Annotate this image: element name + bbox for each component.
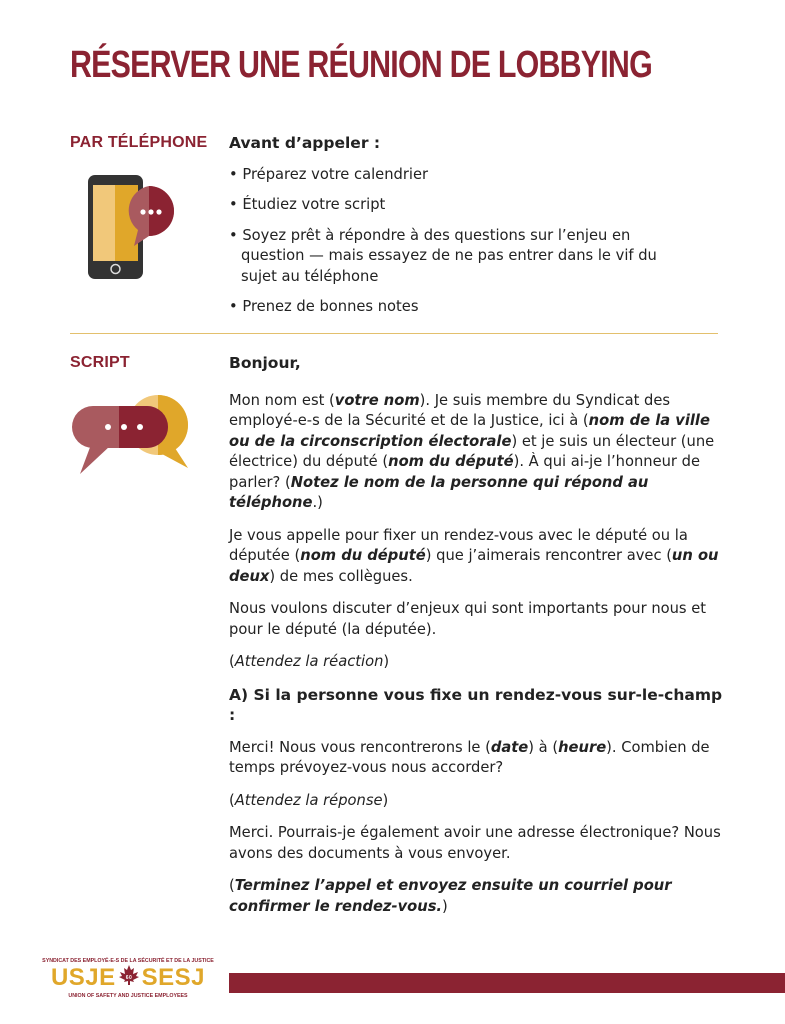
placeholder-text: votre nom <box>334 391 420 409</box>
placeholder-text: Attendez la réaction <box>234 653 384 670</box>
text: Je vous appelle pour fixer un rendez-vous avec le député ou la députée ( <box>229 526 688 564</box>
script-paragraph-confirm <box>229 738 729 779</box>
union-logo <box>42 958 214 999</box>
text: ) que j’aimerais rencontrer avec ( <box>425 547 672 564</box>
text: ( <box>229 877 235 894</box>
text: ) et je suis un électeur (une électrice) du député ( <box>229 432 715 470</box>
script-greeting: Bonjour, <box>229 354 301 372</box>
placeholder-text: nom de la ville ou de la circonscription électorale <box>229 412 710 450</box>
text: .) <box>312 494 323 511</box>
logo-wordmark <box>42 964 214 992</box>
text: Mon nom est ( <box>229 391 335 409</box>
text: Merci! Nous vous rencontrerons le ( <box>229 738 491 756</box>
list-item: • Soyez prêt à répondre à des questions sur l’enjeu en question — mais essayez de ne pas entrer dans le vif du sujet au téléphone <box>229 226 681 288</box>
placeholder-text: nom du député <box>388 453 514 470</box>
script-content <box>229 353 729 917</box>
placeholder-text: Notez le nom de la personne qui répond au téléphone <box>229 473 649 511</box>
script-paragraph-purpose: Nous voulons discuter d’enjeux qui sont importants pour nous et pour le député (la députée). <box>229 600 707 638</box>
text: ) à ( <box>528 738 559 756</box>
phone-with-speech-bubble-icon <box>86 170 186 284</box>
phone-checklist <box>229 165 729 318</box>
list-item: • Étudiez votre script <box>229 195 729 216</box>
placeholder-text: nom du député <box>300 547 426 564</box>
placeholder-text: Attendez la réponse <box>234 791 383 809</box>
script-instruction-end-call <box>229 876 729 917</box>
text: ) <box>442 897 448 915</box>
section-divider <box>70 333 718 334</box>
logo-left-text: USJE <box>50 964 116 991</box>
script-paragraph-intro <box>229 391 729 514</box>
section-label-phone: PAR TÉLÉPHONE <box>70 134 208 151</box>
script-subheading: A) Si la personne vous fixe un rendez-vous sur-le-champ : <box>229 685 723 724</box>
logo-top-text: SYNDICAT DES EMPLOYÉ-E-S DE LA SÉCURITÉ ET DE LA JUSTICE <box>42 958 214 964</box>
text: ( <box>229 791 235 809</box>
logo-right-text: SESJ <box>141 964 206 991</box>
phone-section-content <box>229 133 729 328</box>
footer-bar <box>229 973 785 993</box>
list-item: • Préparez votre calendrier <box>229 165 729 186</box>
placeholder-text: date <box>490 738 529 756</box>
script-paragraph-request <box>229 526 729 588</box>
script-paragraph-email: Merci. Pourrais-je également avoir une adresse électronique? Nous avons des documents à vous envoyer. <box>229 824 721 862</box>
script-instruction-wait-reaction <box>229 652 729 673</box>
placeholder-text: un ou deux <box>229 547 719 585</box>
list-item: • Prenez de bonnes notes <box>229 297 729 318</box>
text: ) <box>382 791 389 809</box>
svg-text:60: 60 <box>125 975 132 981</box>
script-instruction-wait-answer <box>229 791 729 812</box>
text: ). À qui ai-je l’honneur de parler? ( <box>229 453 700 491</box>
speech-bubbles-icon <box>70 390 194 480</box>
text: ) de mes collègues. <box>269 567 413 585</box>
placeholder-text: heure <box>558 738 607 756</box>
text: ). Combien de temps prévoyez-vous nous accorder? <box>229 738 710 776</box>
logo-bottom-text: UNION OF SAFETY AND JUSTICE EMPLOYEES <box>68 993 188 999</box>
text: ( <box>229 653 235 670</box>
text: ) <box>383 653 390 670</box>
phone-section-heading: Avant d’appeler : <box>229 134 381 152</box>
maple-leaf-icon <box>118 964 140 992</box>
placeholder-text: Terminez l’appel et envoyez ensuite un courriel pour confirmer le rendez-vous. <box>229 877 672 915</box>
page-title: RÉSERVER UNE RÉUNION DE LOBBYING <box>70 44 652 86</box>
section-label-script: SCRIPT <box>70 354 130 371</box>
text: ). Je suis membre du Syndicat des employé-e-s de la Sécurité et de la Justice, ici à ( <box>229 391 671 429</box>
